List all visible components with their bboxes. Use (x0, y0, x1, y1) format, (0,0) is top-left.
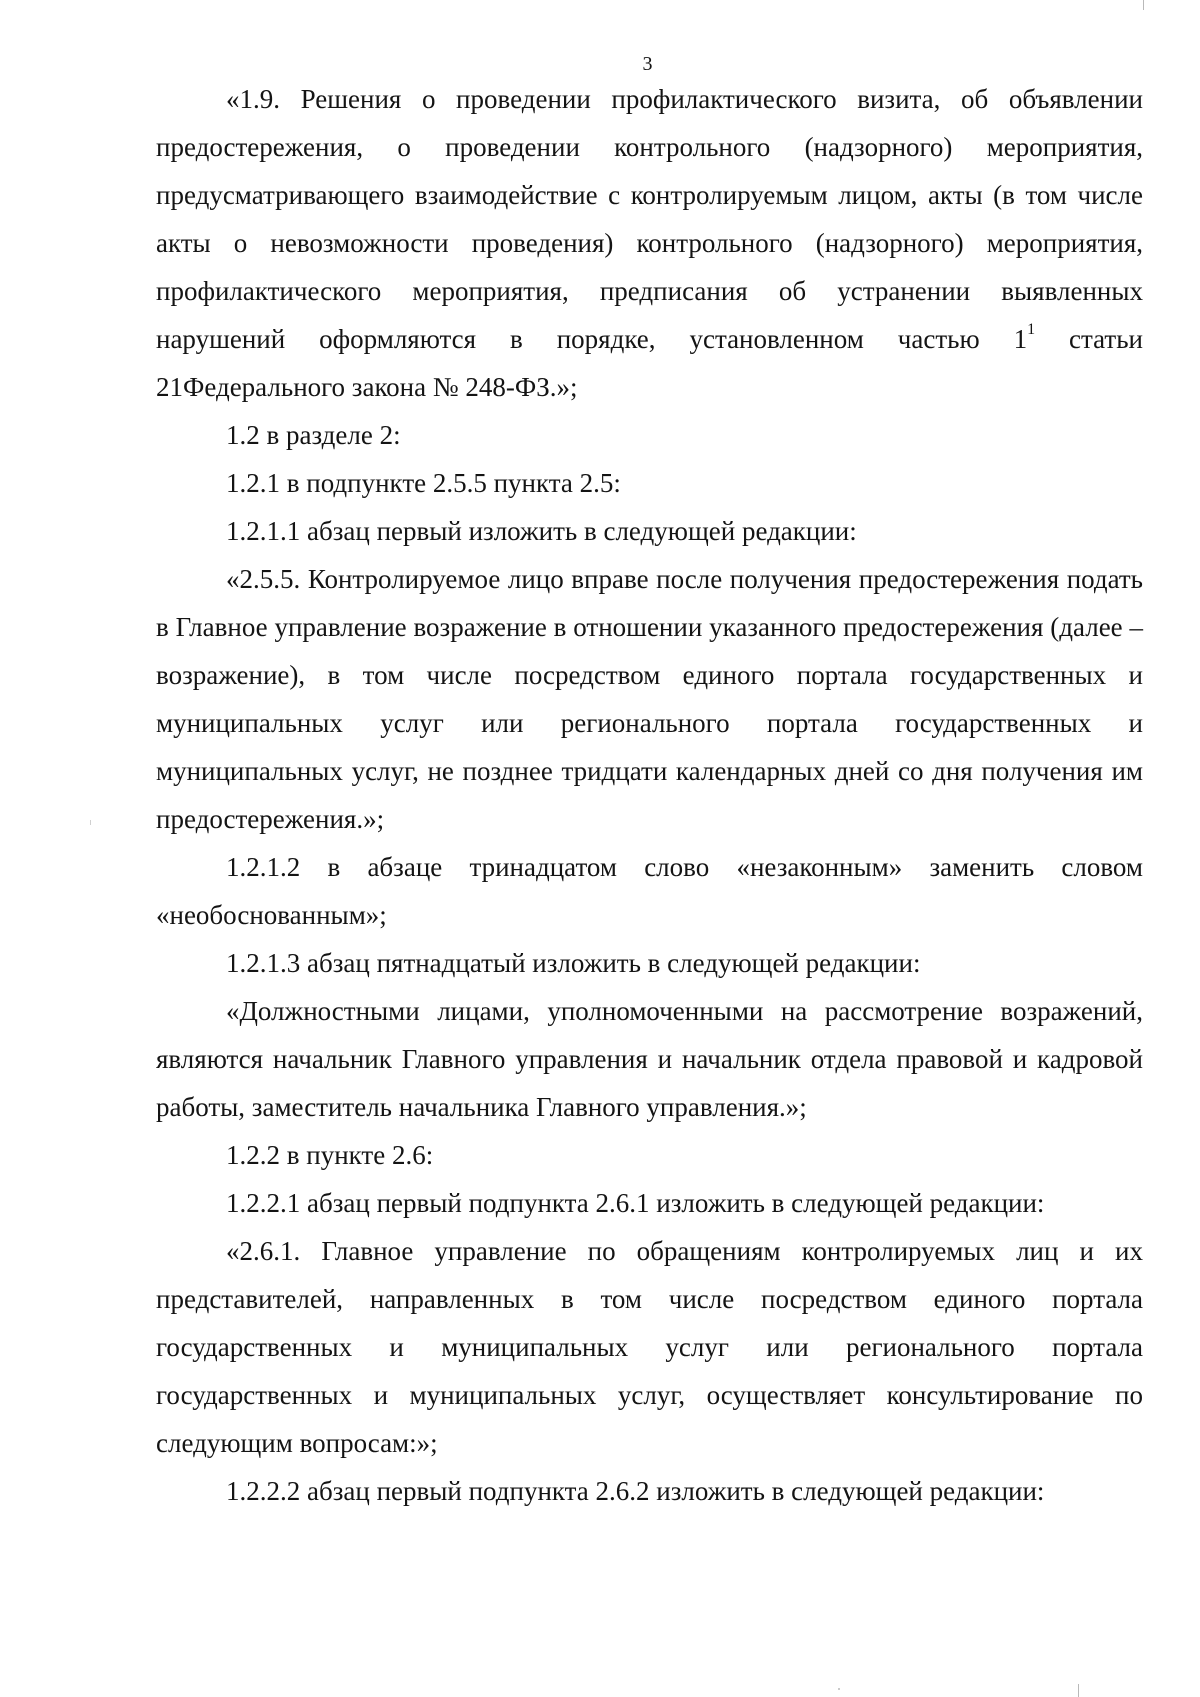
paragraph-1-2-1-1: 1.2.1.1 абзац первый изложить в следующей редакции: (226, 516, 857, 546)
scan-artifact (90, 820, 91, 825)
paragraph-1-2-1-3: 1.2.1.3 абзац пятнадцатый изложить в следующей редакции: (226, 948, 921, 978)
paragraph-1-2-1-2: 1.2.1.2 в абзаце тринадцатом слово «незаконным» заменить словом «необоснованным»; (156, 852, 1143, 930)
paragraph-1-2-2: 1.2.2 в пункте 2.6: (226, 1140, 434, 1170)
scan-artifact (838, 1688, 840, 1690)
scan-artifact (1078, 1684, 1079, 1697)
paragraph-1-9-text: «1.9. Решения о проведении профилактического визита, об объявлении предостережения, о проведении контрольного (надзорного) мероприятия, предусматривающего взаимодействие с контролируемым лицом, акты (в том числе акты о невозможности проведения) контрольного (надзорного) мероприятия, профилактического мероприятия, предписания об устранении выявленных нарушений оформляются в порядке, установленном частью 1 (156, 84, 1143, 354)
document-body (156, 75, 1143, 1515)
paragraph-2-5-5: «2.5.5. Контролируемое лицо вправе после получения предостережения подать в Главное управление возражение в отношении указанного предостережения (далее – возражение), в том числе посредством единого портала государственных и муниципальных услуг или регионального портала государственных и муниципальных услуг, не позднее тридцати календарных дней со дня получения им предостережения.»; (156, 564, 1143, 834)
scan-artifact (1143, 0, 1144, 10)
superscript-marker: 1 (1027, 321, 1036, 338)
paragraph-2-6-1: «2.6.1. Главное управление по обращениям контролируемых лиц и их представителей, направленных в том числе посредством единого портала государственных и муниципальных услуг или регионального портала государственных и муниципальных услуг, осуществляет консультирование по следующим вопросам:»; (156, 1236, 1143, 1458)
paragraph-1-2-2-2: 1.2.2.2 абзац первый подпункта 2.6.2 изложить в следующей редакции: (226, 1476, 1045, 1506)
paragraph-1-2: 1.2 в разделе 2: (226, 420, 401, 450)
paragraph-officials-quote: «Должностными лицами, уполномоченными на рассмотрение возражений, являются начальник Главного управления и начальник отдела правовой и кадровой работы, заместитель начальника Главного управления.»; (156, 996, 1143, 1122)
page-number: 3 (642, 53, 653, 75)
paragraph-1-2-2-1: 1.2.2.1 абзац первый подпункта 2.6.1 изложить в следующей редакции: (226, 1188, 1045, 1218)
paragraph-1-2-1: 1.2.1 в подпункте 2.5.5 пункта 2.5: (226, 468, 621, 498)
paragraph-1-9-tail: статьи 21Федерального закона № 248-ФЗ.»; (156, 324, 1143, 402)
paragraph-1-9 (156, 75, 1143, 411)
